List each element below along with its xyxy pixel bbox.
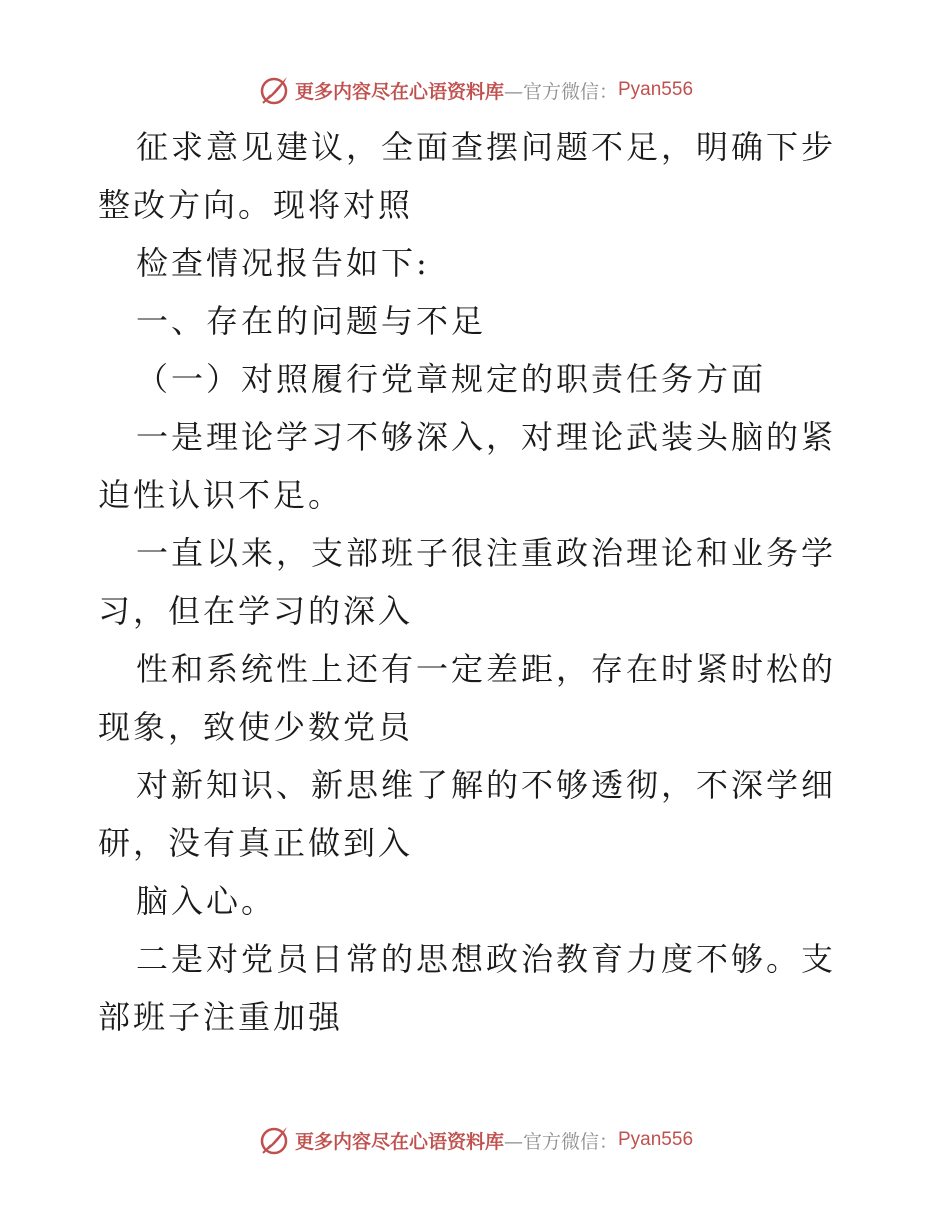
paragraph: 性和系统性上还有一定差距，存在时紧时松的现象，致使少数党员 xyxy=(98,650,837,746)
paragraph: 一直以来，支部班子很注重政治理论和业务学习，但在学习的深入 xyxy=(98,534,837,630)
paragraph: 脑入心。 xyxy=(136,882,277,920)
feather-quill-logo-icon xyxy=(257,1123,291,1157)
subsection-heading: （一）对照履行党章规定的职责任务方面 xyxy=(136,360,767,398)
paragraph: 对新知识、新思维了解的不够透彻，不深学细研，没有真正做到入 xyxy=(98,766,837,862)
document-body xyxy=(98,118,858,1046)
wechat-id: Pyan556 xyxy=(618,79,694,100)
paragraph: 二是对党员日常的思想政治教育力度不够。支部班子注重加强 xyxy=(98,940,837,1036)
promo-separator: —官方微信： xyxy=(503,80,618,103)
promo-text: 更多内容尽在心语资料库 xyxy=(294,1130,504,1153)
paragraph: 一是理论学习不够深入，对理论武装头脑的紧迫性认识不足。 xyxy=(98,418,837,514)
paragraph: 检查情况报告如下: xyxy=(136,244,430,282)
header-promo-banner xyxy=(0,70,950,110)
footer-promo-banner xyxy=(0,1120,950,1160)
section-heading: 一、存在的问题与不足 xyxy=(136,302,487,340)
promo-separator: —官方微信： xyxy=(503,1130,618,1153)
paragraph: 征求意见建议，全面查摆问题不足，明确下步整改方向。现将对照 xyxy=(98,128,837,224)
wechat-id: Pyan556 xyxy=(618,1129,694,1150)
feather-quill-logo-icon xyxy=(257,73,291,107)
promo-text: 更多内容尽在心语资料库 xyxy=(294,80,504,103)
